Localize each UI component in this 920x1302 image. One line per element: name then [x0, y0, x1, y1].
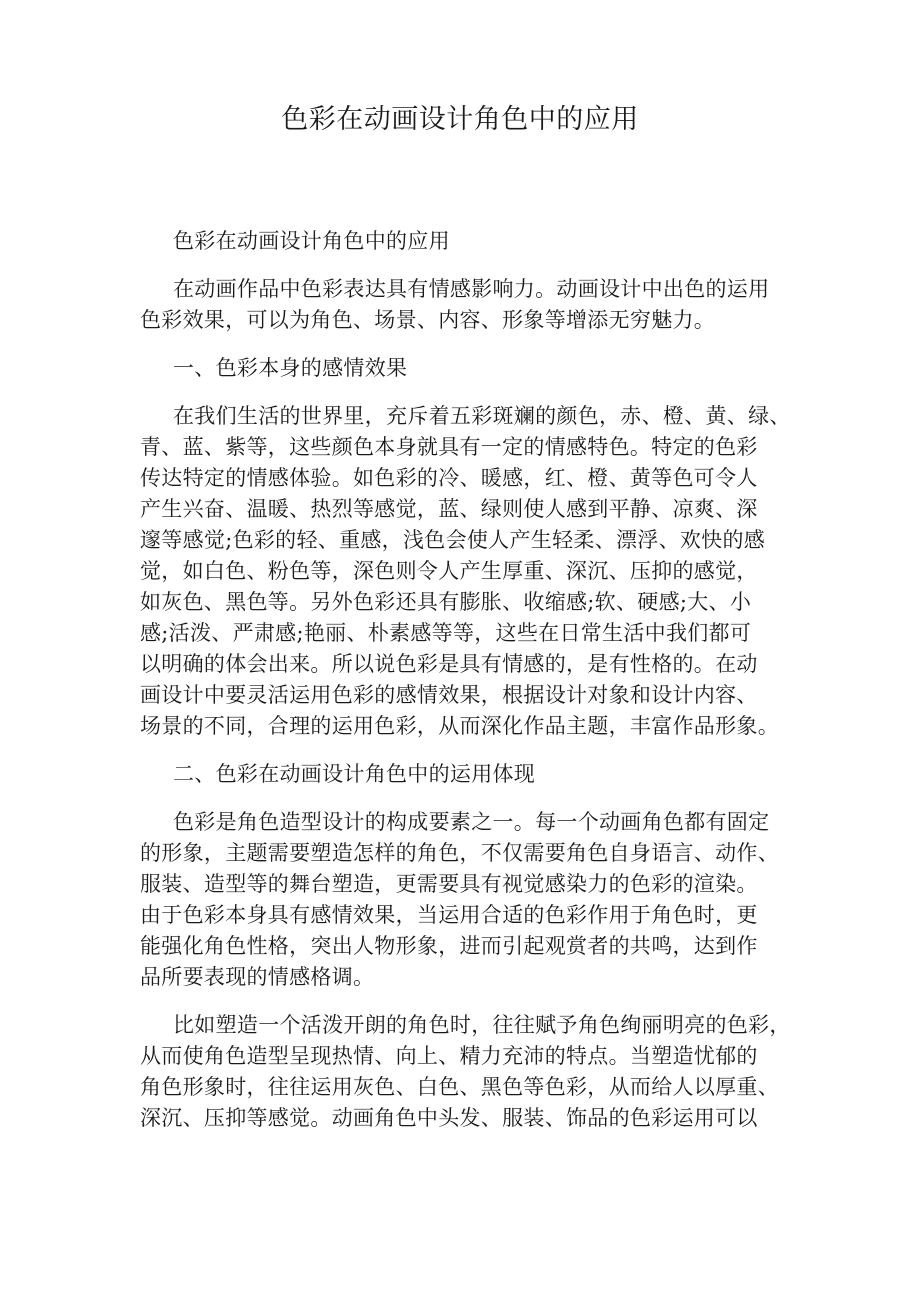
- paragraph-line: 产生兴奋、温暖、热烈等感觉，蓝、绿则使人感到平静、凉爽、深: [140, 497, 758, 521]
- section-heading-1: 一、色彩本身的感情效果: [173, 356, 408, 380]
- paragraph-line: 以明确的体会出来。所以说色彩是具有情感的，是有性格的。在动: [140, 652, 758, 676]
- paragraph-line: 感;活泼、严肃感;艳丽、朴素感等等，这些在日常生活中我们都可: [140, 621, 752, 645]
- paragraph-line: 在动画作品中色彩表达具有情感影响力。动画设计中出色的运用: [173, 277, 770, 301]
- paragraph-line: 如灰色、黑色等。另外色彩还具有膨胀、收缩感;软、硬感;大、小: [140, 590, 752, 614]
- paragraph-line: 在我们生活的世界里，充斥着五彩斑斓的颜色，赤、橙、黄、绿、: [173, 404, 791, 428]
- paragraph-line: 传达特定的情感体验。如色彩的冷、暖感，红、橙、黄等色可令人: [140, 466, 758, 490]
- paragraph-line: 觉，如白色、粉色等，深色则令人产生厚重、深沉、压抑的感觉，: [140, 559, 758, 583]
- paragraph-line: 从而使角色造型呈现热情、向上、精力充沛的特点。当塑造忧郁的: [140, 1044, 758, 1068]
- paragraph-line: 品所要表现的情感格调。: [140, 965, 375, 989]
- paragraph-line: 服装、造型等的舞台塑造，更需要具有视觉感染力的色彩的渲染。: [140, 872, 758, 896]
- paragraph-line: 的形象，主题需要塑造怎样的角色，不仅需要角色自身语言、动作、: [140, 841, 779, 865]
- paragraph-line: 深沉、压抑等感觉。动画角色中头发、服装、饰品的色彩运用可以: [140, 1106, 758, 1130]
- paragraph-line: 邃等感觉;色彩的轻、重感，浅色会使人产生轻柔、漂浮、欢快的感: [140, 528, 766, 552]
- paragraph-line: 场景的不同，合理的运用色彩，从而深化作品主题，丰富作品形象。: [140, 714, 779, 738]
- paragraph-line: 青、蓝、紫等，这些颜色本身就具有一定的情感特色。特定的色彩: [140, 435, 758, 459]
- section-heading-repeat-title: 色彩在动画设计角色中的应用: [173, 229, 450, 253]
- paragraph-line: 比如塑造一个活泼开朗的角色时，往往赋予角色绚丽明亮的色彩，: [173, 1013, 791, 1037]
- document-title: 色彩在动画设计角色中的应用: [281, 104, 639, 135]
- paragraph-line: 色彩是角色造型设计的构成要素之一。每一个动画角色都有固定: [173, 810, 770, 834]
- paragraph-line: 色彩效果，可以为角色、场景、内容、形象等增添无穷魅力。: [140, 308, 716, 332]
- paragraph-line: 画设计中要灵活运用色彩的感情效果，根据设计对象和设计内容、: [140, 683, 758, 707]
- paragraph-line: 角色形象时，往往运用灰色、白色、黑色等色彩，从而给人以厚重、: [140, 1075, 779, 1099]
- section-heading-2: 二、色彩在动画设计角色中的运用体现: [173, 762, 536, 786]
- paragraph-line: 能强化角色性格，突出人物形象，进而引起观赏者的共鸣，达到作: [140, 934, 758, 958]
- paragraph-line: 由于色彩本身具有感情效果，当运用合适的色彩作用于角色时，更: [140, 903, 758, 927]
